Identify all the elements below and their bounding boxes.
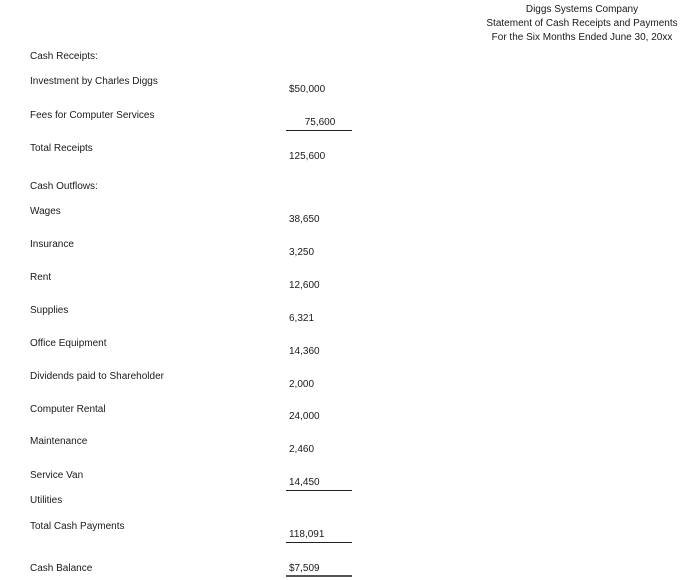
outflow-label-rent: Rent [30, 272, 52, 283]
outflow-label-maintenance: Maintenance [30, 436, 88, 447]
outflow-amount-dividends: 2,000 [289, 379, 315, 390]
outflow-amount-office-equipment: 14,360 [289, 346, 320, 357]
outflow-amount-supplies: 6,321 [289, 313, 315, 324]
cash-balance-amount: $7,509 [289, 563, 320, 574]
statement-header [472, 3, 692, 45]
outflow-label-utilities: Utilities [30, 495, 63, 506]
total-payments-amount: 118,091 [289, 529, 325, 540]
outflow-amount-computer-rental: 24,000 [289, 411, 320, 422]
receipt-label-fees: Fees for Computer Services [30, 110, 155, 121]
outflow-amount-service-van: 14,450 [289, 477, 320, 488]
cash-balance-rule [286, 575, 352, 577]
outflow-label-service-van: Service Van [30, 470, 84, 481]
outflow-label-wages: Wages [30, 206, 61, 217]
total-receipts-label: Total Receipts [30, 143, 93, 154]
receipt-amount-fees: 75,600 [304, 117, 336, 128]
receipt-label-investment: Investment by Charles Diggs [30, 76, 158, 87]
outflow-label-dividends: Dividends paid to Shareholder [30, 371, 164, 382]
receipts-subtotal-rule [286, 130, 352, 131]
outflow-label-computer-rental: Computer Rental [30, 404, 106, 415]
total-payments-label: Total Cash Payments [30, 521, 125, 532]
receipts-section-label: Cash Receipts: [30, 51, 98, 62]
statement-period: For the Six Months Ended June 30, 20xx [491, 32, 673, 43]
outflow-amount-wages: 38,650 [289, 214, 320, 225]
outflow-label-office-equipment: Office Equipment [30, 338, 107, 349]
outflow-label-supplies: Supplies [30, 305, 69, 316]
outflow-label-insurance: Insurance [30, 239, 74, 250]
outflow-amount-maintenance: 2,460 [289, 444, 315, 455]
outflow-amount-rent: 12,600 [289, 280, 320, 291]
outflows-section-label: Cash Outflows: [30, 181, 98, 192]
receipt-amount-investment: $50,000 [289, 84, 326, 95]
statement-title: Statement of Cash Receipts and Payments [486, 18, 678, 29]
total-receipts-amount: 125,600 [289, 151, 326, 162]
total-payments-rule [286, 542, 352, 543]
company-name: Diggs Systems Company [525, 4, 639, 15]
outflow-amount-insurance: 3,250 [289, 247, 315, 258]
cash-balance-label: Cash Balance [30, 563, 93, 574]
outflows-subtotal-rule [286, 490, 352, 491]
